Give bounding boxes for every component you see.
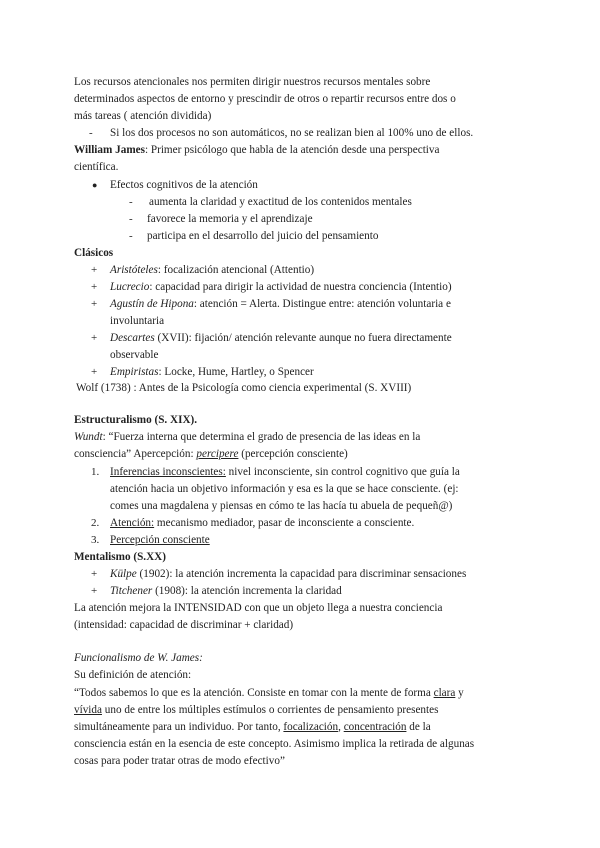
plus-bullet: + (91, 585, 98, 597)
wundt-text: (percepción consciente) (238, 448, 348, 460)
number-3: 3. (91, 534, 100, 546)
author-text: (XVII): fijación/ atención relevante aunque no fuera directamente (154, 332, 452, 344)
effects-title: Efectos cognitivos de la atención (110, 179, 258, 191)
plus-bullet: + (91, 568, 98, 580)
dash-bullet: - (89, 127, 93, 139)
author-name: Empiristas (110, 366, 159, 378)
quote-text: de la (406, 721, 431, 733)
plus-bullet: + (91, 298, 98, 310)
mentalismo-line-a: La atención mejora la INTENSIDAD con que un objeto llega a nuestra conciencia (74, 602, 443, 614)
quote-term-focalizacion: focalización (283, 721, 339, 733)
quote-term-concentracion: concentración (343, 721, 407, 733)
quote-line-1 (74, 686, 464, 700)
estructuralismo-item-1-line-3: comes una magdalena y piensas en cómo te las hacía tu abuela de pequeñ@) (110, 500, 453, 512)
funcionalismo-definition: Su definición de atención: (74, 669, 192, 681)
clasicos-lucrecio (110, 280, 452, 294)
clasicos-aristoteles (110, 263, 314, 277)
item-term: Atención: (110, 517, 155, 529)
item-text: nivel inconsciente, sin control cognitivo que guía la (225, 466, 460, 478)
wundt-line-1 (74, 430, 420, 444)
james-name: William James (74, 144, 145, 156)
quote-line-2 (74, 703, 438, 717)
author-text: (1908): la atención incrementa la claridad (152, 585, 342, 597)
author-text: : “Fuerza interna que determina el grado de presencia de las ideas en la (102, 431, 421, 443)
author-text: : atención = Alerta. Distingue entre: atención voluntaria e (193, 298, 451, 310)
number-1: 1. (91, 466, 100, 478)
quote-line-4: consciencia están en la esencia de este concepto. Asimismo implica la retirada de algunas (74, 738, 475, 750)
quote-text: y (455, 687, 464, 699)
clasicos-descartes (110, 331, 452, 345)
james-line-2: científica. (74, 161, 119, 173)
mentalismo-line-b: (intensidad: capacidad de discriminar + claridad) (74, 619, 294, 631)
estructuralismo-title: Estructuralismo (S. XIX). (74, 414, 198, 426)
estructuralismo-item-2 (110, 516, 414, 530)
wundt-line-2 (74, 447, 348, 461)
quote-term-vivida: vívida (74, 704, 102, 716)
clasicos-empiristas (110, 365, 314, 379)
dash-bullet: - (129, 196, 133, 208)
james-text: : Primer psicólogo que habla de la atención desde una perspectiva (144, 144, 440, 156)
author-name: Titchener (110, 585, 153, 597)
author-text: : focalización atencional (Attentio) (157, 264, 315, 276)
dash-bullet: - (129, 230, 133, 242)
intro-line-1: Los recursos atencionales nos permiten dirigir nuestros recursos mentales sobre (74, 76, 431, 88)
intro-line-3: más tareas ( atención dividida) (74, 110, 212, 122)
estructuralismo-item-3: Percepción consciente (110, 534, 210, 546)
wundt-text: consciencia” Apercepción: (74, 448, 197, 460)
quote-text: simultáneamente para un individuo. Por tanto, (74, 721, 284, 733)
estructuralismo-item-1 (110, 465, 460, 479)
author-text: (1902): la atención incrementa la capacidad para discriminar sensaciones (136, 568, 467, 580)
author-name: Aristóteles (110, 264, 158, 276)
effect-item-3: participa en el desarrollo del juicio del pensamiento (147, 230, 379, 242)
clasicos-agustin-line-2: involuntaria (110, 315, 165, 327)
plus-bullet: + (91, 264, 98, 276)
mentalismo-titchener (110, 584, 342, 598)
author-name: Wundt (74, 431, 103, 443)
quote-line-5: cosas para poder tratar otras de modo efectivo” (74, 755, 285, 767)
mentalismo-title: Mentalismo (S.XX) (74, 551, 166, 563)
quote-line-3 (74, 720, 431, 734)
funcionalismo-title: Funcionalismo de W. James: (74, 652, 203, 664)
dash-bullet: - (129, 213, 133, 225)
intro-line-4: Si los dos procesos no son automáticos, no se realizan bien al 100% uno de ellos. (110, 127, 474, 139)
clasicos-descartes-line-2: observable (110, 349, 159, 361)
effect-item-2: favorece la memoria y el aprendizaje (147, 213, 313, 225)
item-text: mecanismo mediador, pasar de inconsciente a consciente. (154, 517, 415, 529)
percipere-term: percipere (196, 448, 239, 460)
author-text: : Locke, Hume, Hartley, o Spencer (158, 366, 314, 378)
intro-line-2: determinados aspectos de entorno y prescindir de otros o repartir recursos entre dos o (74, 93, 456, 105)
quote-text: “Todos sabemos lo que es la atención. Consiste en tomar con la mente de forma (74, 687, 434, 699)
effect-item-1: aumenta la claridad y exactitud de los contenidos mentales (149, 196, 412, 208)
plus-bullet: + (91, 281, 98, 293)
clasicos-agustin (110, 297, 451, 311)
author-name: Descartes (110, 332, 155, 344)
clasicos-wolf: Wolf (1738) : Antes de la Psicología como ciencia experimental (S. XVIII) (76, 382, 412, 394)
number-2: 2. (91, 517, 100, 529)
author-text: : capacidad para dirigir la actividad de nuestra conciencia (Intentio) (149, 281, 452, 293)
clasicos-title: Clásicos (74, 247, 114, 259)
quote-term-clara: clara (433, 687, 456, 699)
author-name: Agustín de Hipona (110, 298, 194, 310)
quote-text: , (338, 721, 344, 733)
plus-bullet: + (91, 366, 98, 378)
mentalismo-kulpe (110, 567, 466, 581)
plus-bullet: + (91, 332, 98, 344)
item-term: Inferencias inconscientes: (110, 466, 226, 478)
author-name: Külpe (110, 568, 137, 580)
james-line-1 (74, 143, 439, 157)
quote-text: uno de entre los múltiples estímulos o corrientes de pensamiento presentes (101, 704, 439, 716)
dot-bullet: ● (92, 180, 98, 190)
author-name: Lucrecio (110, 281, 150, 293)
estructuralismo-item-1-line-2: atención hacia un objetivo información y esa es la que se hace consciente. (ej: (110, 483, 459, 495)
